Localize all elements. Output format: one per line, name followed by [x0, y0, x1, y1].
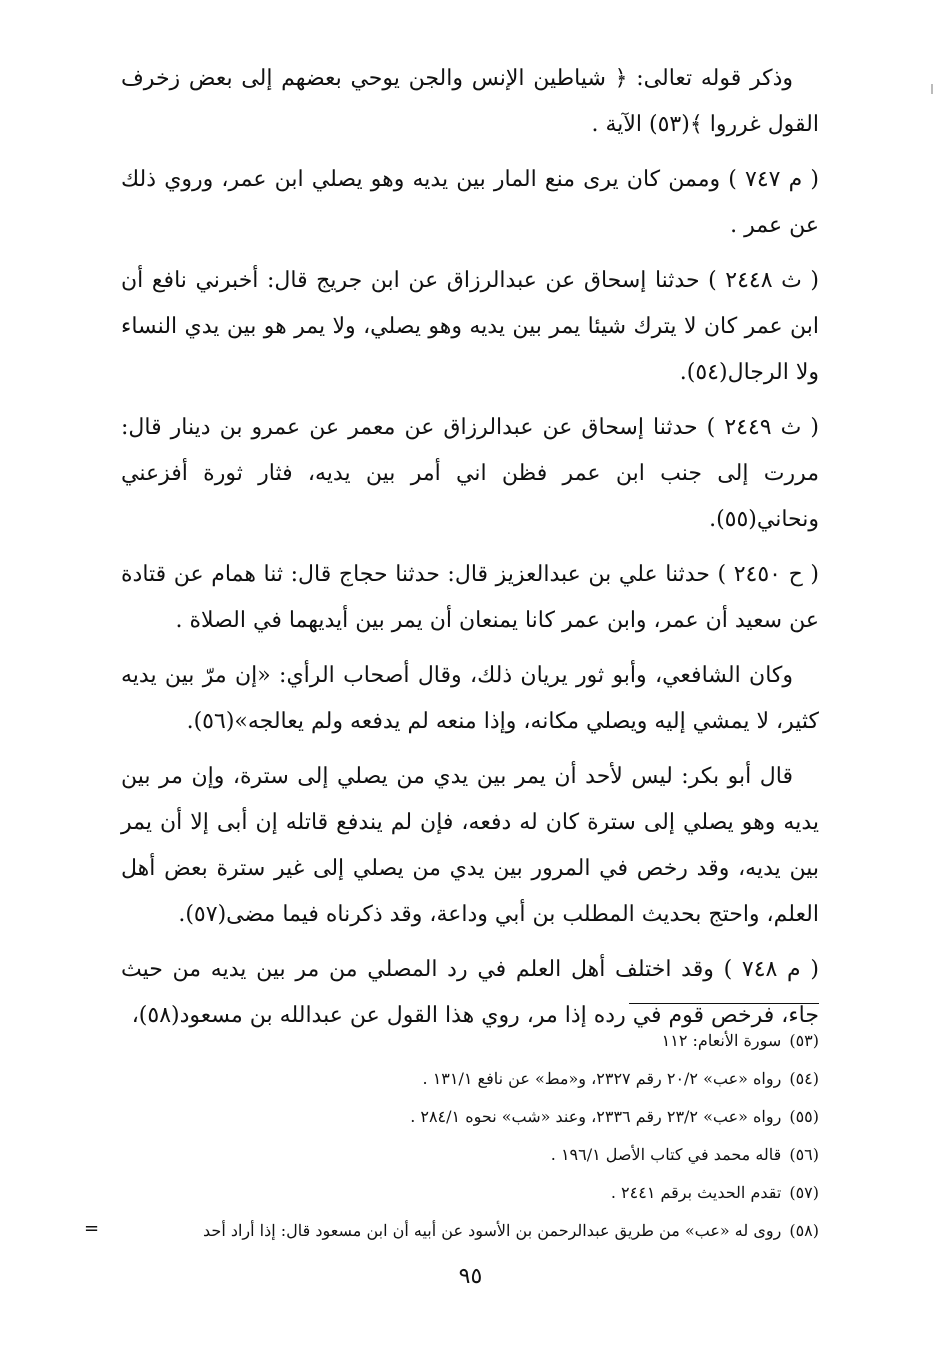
paragraph-quran-verse: وذكر قوله تعالى: ﴿ شياطين الإنس والجن يوحي بعضهم إلى بعض زخرف القول غرروا ﴾(٥٣) الآية .: [121, 66, 819, 137]
footnote-number: (٥٨): [789, 1221, 819, 1240]
footnote-number: (٥٣): [789, 1031, 819, 1050]
footnote-number: (٥٥): [789, 1107, 819, 1126]
margin-mark: [931, 84, 933, 94]
continuation-mark: =: [84, 1218, 100, 1239]
footnote-text: سورة الأنعام: ١١٢: [661, 1031, 782, 1050]
footnote-53: [119, 1022, 819, 1060]
paragraph-th-2448: ( ث ٢٤٤٨ ) حدثنا إسحاق عن عبدالرزاق عن ابن جريج قال: أخبرني نافع أن ابن عمر كان لا يترك شيئا يمر بين يديه وهو يصلي، ولا يمر هو بين يدي النساء ولا الرجال(٥٤).: [121, 268, 819, 385]
paragraph-th-2449: ( ث ٢٤٤٩ ) حدثنا إسحاق عن عبدالرزاق عن معمر عن عمرو بن دينار قال: مررت إلى جنب ابن عمر فظن اني أمر بين يديه، فثار ثورة أفزعني ونحاني(٥٥).: [121, 415, 819, 532]
footnote-text: رواه «عب» ٢٣/٢ رقم ٢٣٣٦، وعند «شب» نحوه ٢٨٤/١ .: [410, 1107, 782, 1126]
footnote-text: رواه «عب» ٢٠/٢ رقم ٢٣٢٧، و«مط» عن نافع ١٣١/١ .: [422, 1069, 782, 1088]
main-text: [121, 56, 819, 1048]
footnote-56: [119, 1136, 819, 1174]
footnote-text: روى له «عب» من طريق عبدالرحمن بن الأسود عن أبيه أن ابن مسعود قال: إذا أراد أحد: [203, 1221, 782, 1240]
footnote-55: [119, 1098, 819, 1136]
footnote-54: [119, 1060, 819, 1098]
footnote-number: (٥٧): [789, 1183, 819, 1202]
footnote-58: [119, 1212, 819, 1250]
footnote-text: قاله محمد في كتاب الأصل ١٩٦/١ .: [550, 1145, 782, 1164]
paragraph-h-2450: ( ح ٢٤٥٠ ) حدثنا علي بن عبدالعزيز قال: حدثنا حجاج قال: ثنا همام عن قتادة عن سعيد أن عمر، وابن عمر كانا يمنعان أن يمر بين أيديهما في الصلاة .: [121, 562, 819, 633]
paragraph-shafii-opinion: وكان الشافعي، وأبو ثور يريان ذلك، وقال أصحاب الرأي: «إن مرّ بين يديه كثير، لا يمشي إليه ويصلي مكانه، وإذا منعه لم يدفعه ولم يعالجه»(٥٦).: [121, 663, 819, 734]
paragraph-m-748: ( م ٧٤٨ ) وقد اختلف أهل العلم في رد المصلي من مر بين يديه من حيث جاء، فرخص قوم في رده إذا مر، روي هذا القول عن عبدالله بن مسعود(٥٨)،: [121, 957, 819, 1028]
page-number: ٩٥: [458, 1264, 483, 1289]
footnote-text: تقدم الحديث برقم ٢٤٤١ .: [610, 1183, 782, 1202]
paragraph-abu-bakr: قال أبو بكر: ليس لأحد أن يمر بين يدي من يصلي إلى سترة، وإن مر بين يديه وهو يصلي إلى سترة كان له دفعه، فإن لم يندفع قاتله إن أبى إلا أن يمر بين يديه، وقد رخص في المرور بين يدي من يصلي إلى غير سترة بعض أهل العلم، واحتج بحديث المطلب بن أبي وداعة، وقد ذكرناه فيما مضى(٥٧).: [121, 764, 819, 927]
footnote-number: (٥٤): [789, 1069, 819, 1088]
footnote-number: (٥٦): [789, 1145, 819, 1164]
paragraph-m-747: ( م ٧٤٧ ) وممن كان يرى منع المار بين يديه وهو يصلي ابن عمر، وروي ذلك عن عمر .: [121, 167, 819, 238]
footnotes: [119, 1022, 819, 1250]
footnote-57: [119, 1174, 819, 1212]
footnote-divider: [629, 1003, 819, 1004]
